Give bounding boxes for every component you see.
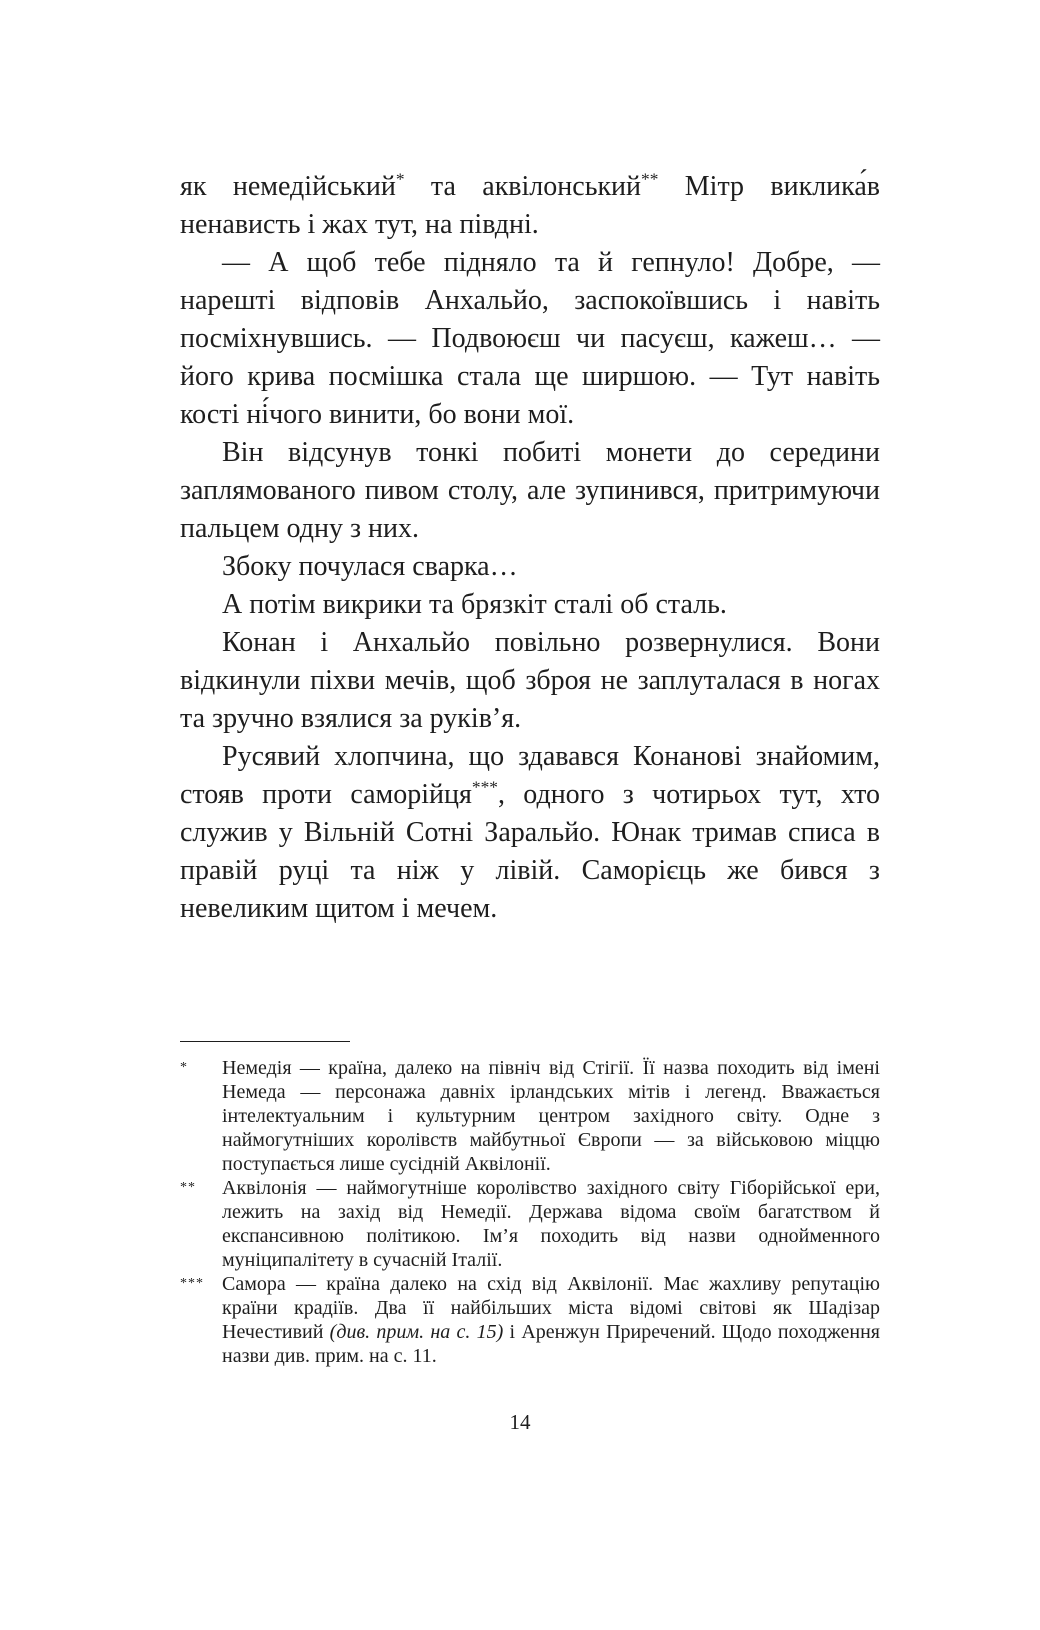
footnote bbox=[180, 1272, 880, 1368]
text-segment: Він відсунув тонкі побиті монети до середини заплямованого пивом столу, але зупинився, притримуючи пальцем одну з них. bbox=[180, 437, 880, 544]
footnote bbox=[180, 1056, 880, 1176]
footnote-reference-mark: ** bbox=[641, 169, 659, 189]
footnote-marker: ** bbox=[180, 1180, 196, 1195]
paragraph bbox=[180, 586, 880, 624]
text-segment: і Аренжун Приречений. Щодо походження назви див. прим. на с. 11. bbox=[222, 1321, 880, 1367]
text-segment: (див. прим. на с. 15) bbox=[329, 1321, 504, 1343]
text-segment: , одного з чотирьох тут, хто служив у Вільній Сотні Заральйо. Юнак тримав списа в правій руці та ніж у лівій. Саморієць же бився з невеликим щитом і мечем. bbox=[180, 779, 880, 924]
text-segment: А потім викрики та брязкіт сталі об сталь. bbox=[222, 589, 727, 620]
text-segment: Мітр виклика́в ненависть і жах тут, на півдні. bbox=[180, 171, 880, 240]
text-segment: Конан і Анхальйо повільно розвернулися. Вони відкинули піхви мечів, щоб зброя не заплуталася в ногах та зручно взялися за руків’я. bbox=[180, 627, 880, 734]
paragraph bbox=[180, 434, 880, 548]
paragraph bbox=[180, 624, 880, 738]
footnote-text bbox=[222, 1057, 880, 1175]
paragraph bbox=[180, 168, 880, 244]
footnote-marker: * bbox=[180, 1060, 188, 1075]
text-segment: Русявий хлопчина, що здавався Конанові знайомим, стояв проти саморійця bbox=[180, 741, 880, 810]
paragraph bbox=[180, 548, 880, 586]
text-segment: Немедія — країна, далеко на північ від Стігії. Її назва походить від імені Немеда — персонажа давніх ірландських мітів і легенд. Вважається інтелектуальним і культурним центром західного світу. Одне з наймогутніших королівств майбутньої Європи — за військовою міццю поступається лише сусідній Аквілонії. bbox=[222, 1057, 880, 1175]
footnotes bbox=[180, 1056, 880, 1368]
text-segment: Аквілонія — наймогутніше королівство західного світу Гіборійської ери, лежить на захід від Немедії. Держава відома своїм багатством й експансивною політикою. Ім’я походить від назви однойменного муніципалітету в сучасній Італії. bbox=[222, 1177, 880, 1271]
footnote-marker: *** bbox=[180, 1276, 204, 1291]
text-segment: Самора — країна далеко на схід від Аквілонії. Має жахливу репутацію країни крадіїв. Два її найбільших міста відомі світові як Шадізар Нечестивий bbox=[222, 1273, 880, 1343]
footnote bbox=[180, 1176, 880, 1272]
text-segment: як немедійський bbox=[180, 171, 396, 202]
footnote-reference-mark: *** bbox=[471, 777, 498, 797]
paragraph bbox=[180, 244, 880, 434]
text-segment: — А щоб тебе підняло та й гепнуло! Добре, — нарешті відповів Анхальйо, заспокоївшись і навіть посміхнувшись. — Подвоюєш чи пасуєш, кажеш… — його крива посмішка стала ще ширшою. — Тут навіть кості ні́чого винити, бо вони мої. bbox=[180, 247, 880, 430]
footnote-separator bbox=[180, 1041, 350, 1042]
text-segment: Збоку почулася сварка… bbox=[222, 551, 518, 582]
footnote-text bbox=[222, 1273, 880, 1367]
footnote-text bbox=[222, 1177, 880, 1271]
main-text bbox=[180, 168, 880, 928]
footnote-reference-mark: * bbox=[395, 169, 405, 189]
text-segment: та аквілонський bbox=[404, 171, 642, 202]
paragraph bbox=[180, 738, 880, 928]
page-number: 14 bbox=[509, 1410, 531, 1434]
